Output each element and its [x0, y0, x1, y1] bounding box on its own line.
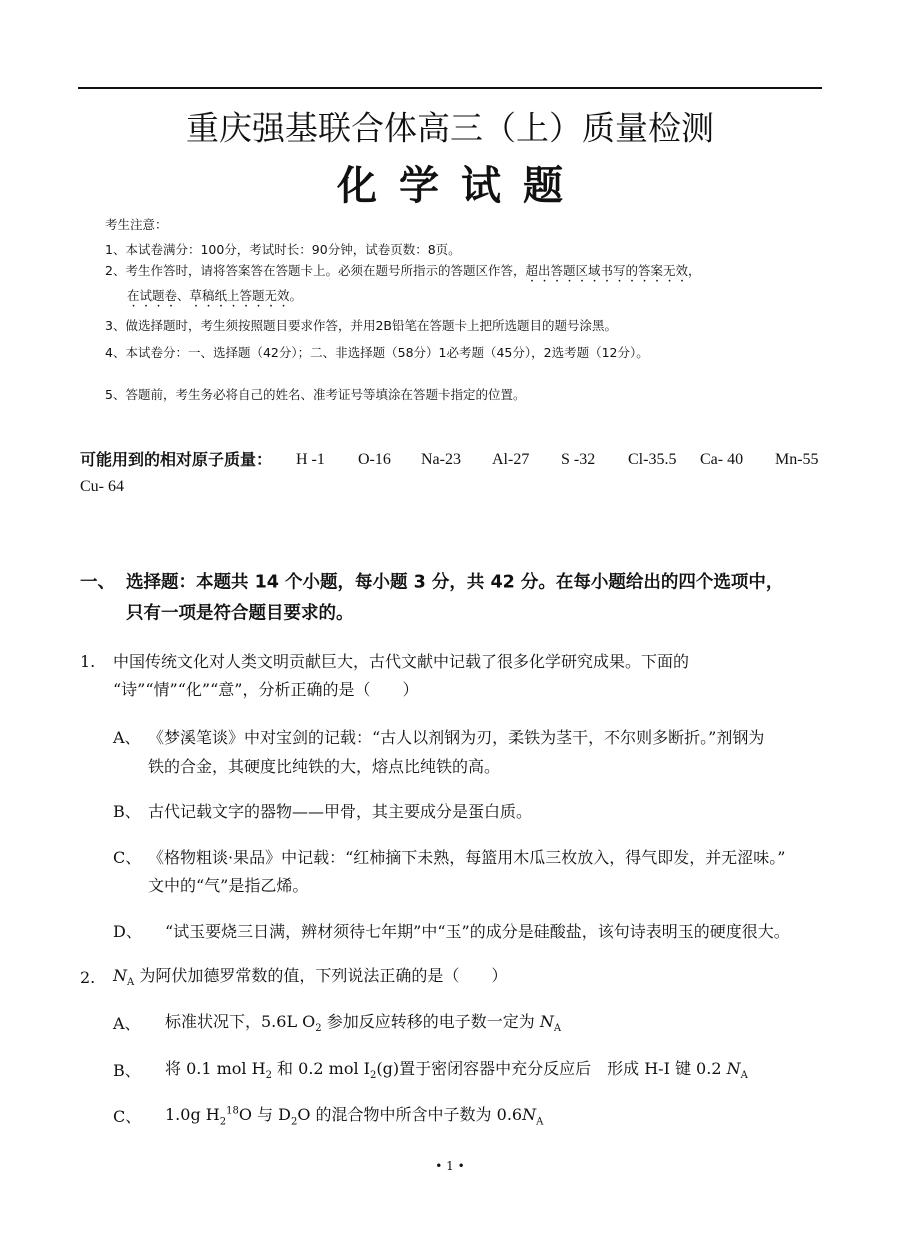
text-segment: A: [536, 1116, 544, 1128]
option-text: [148, 878, 308, 894]
text-segment: O 的混合物中所含中子数为 0.6: [297, 1105, 523, 1125]
section-heading: 选择题：本题共 14 个小题，每小题 3 分，共 42 分。在每小题给出的四个选项中，: [126, 572, 784, 593]
text-segment: 标准状况下，5.6L O: [165, 1011, 316, 1031]
option-text: [165, 1107, 543, 1128]
text-segment: O 与 D: [238, 1105, 291, 1125]
text-segment: 《格物粗谈·果品》中记载：“红柿摘下未熟，每篮用木瓜三枚放入，得气即发，并无涩味。”: [148, 848, 786, 867]
page-number: • 1 •: [435, 1159, 465, 1173]
question-number: 2.: [80, 968, 96, 987]
text-segment: “试玉要烧三日满，辨材须待七年期”中“玉”的成分是硅酸盐，该句诗表明玉的硬度很大。: [165, 922, 790, 941]
question-text: [113, 965, 508, 989]
text-segment: A: [127, 977, 135, 989]
atomic-mass: Na-23: [421, 451, 461, 468]
text-segment: 2: [315, 1023, 322, 1035]
question-text: [113, 654, 689, 670]
option-label: A、: [113, 1014, 141, 1033]
atomic-mass: Al-27: [492, 451, 530, 468]
section-number: 一、: [80, 572, 115, 593]
atomic-mass: Ca- 40: [700, 451, 744, 468]
text-segment: 18: [226, 1105, 239, 1117]
notice-item: 4、本试卷分：一、选择题（42分）；二、非选择题（58分）1必考题（45分），2选考题（12分）。: [105, 344, 649, 360]
text-segment: 2: [265, 1070, 272, 1082]
option-label: C、: [113, 1107, 142, 1126]
notice-heading: 考生注意：: [105, 216, 168, 232]
text-segment: 参加反应转移的电子数一定为: [321, 1011, 540, 1031]
notice-item: 1、本试卷满分：100分，考试时长：90分钟，试卷页数：8页。: [105, 241, 461, 257]
text-segment: 和 0.2 mol I: [271, 1058, 371, 1078]
option-label: B、: [113, 1061, 141, 1080]
option-text: [165, 924, 790, 940]
text-segment: 《梦溪笔谈》中对宝剑的记载：“古人以剂钢为刃，柔铁为茎干，不尔则多断折。”剂钢为: [148, 728, 765, 747]
text-segment: N: [113, 965, 127, 985]
text-segment: 文中的“气”是指乙烯。: [148, 876, 309, 895]
text-segment: 将 0.1 mol H: [165, 1058, 266, 1078]
notice-item: 3、做选择题时，考生须按照题目要求作答，并用2B铅笔在答题卡上把所选题目的题号涂黑。: [105, 317, 617, 333]
exam-title: 重庆强基联合体高三（上）质量检测: [186, 108, 714, 148]
option-label: A、: [113, 728, 141, 747]
text-segment: N: [539, 1011, 554, 1031]
option-text: [165, 1011, 562, 1035]
atomic-mass: O-16: [358, 451, 391, 468]
atomic-mass-label: 可能用到的相对原子质量：: [80, 450, 273, 469]
text-segment: 铁的合金，其硬度比纯铁的大，熔点比纯铁的高。: [148, 757, 501, 776]
text-segment: 古代记载文字的器物——甲骨，其主要成分是蛋白质。: [148, 802, 533, 821]
option-text: [148, 730, 764, 746]
option-text: [148, 804, 532, 820]
option-text: [148, 759, 500, 775]
text-segment: 中国传统文化对人类文明贡献巨大，古代文献中记载了很多化学研究成果。下面的: [113, 652, 690, 671]
notice-item: 5、答题前，考生务必将自己的姓名、准考证号等填涂在答题卡指定的位置。: [105, 386, 526, 402]
text-segment: 2: [219, 1116, 227, 1128]
text-segment: 为阿伏加德罗常数的值，下列说法正确的是（ ）: [134, 965, 508, 985]
text-segment: 2: [370, 1070, 377, 1082]
notice-emphasis: 超出答题区域书写的答案无效，: [525, 263, 701, 278]
question-text: [113, 682, 418, 698]
text-segment: A: [553, 1023, 562, 1035]
text-segment: “诗”“情”“化”“意”，分析正确的是（ ）: [113, 680, 419, 699]
option-label: D、: [113, 922, 142, 941]
top-rule: [78, 87, 822, 89]
atomic-mass: S -32: [561, 451, 596, 468]
option-label: C、: [113, 848, 142, 867]
text-segment: N: [522, 1105, 537, 1125]
text-segment: A: [740, 1070, 748, 1082]
option-label: B、: [113, 802, 141, 821]
atomic-mass: H -1: [296, 451, 325, 468]
text-segment: 2: [290, 1116, 298, 1128]
atomic-mass: Cl-35.5: [628, 451, 677, 468]
atomic-mass: Mn-55: [775, 451, 819, 468]
text-segment: 1.0g H: [165, 1105, 220, 1125]
notice-item: [105, 263, 700, 285]
atomic-mass: Cu- 64: [80, 478, 124, 495]
text-segment: (g)置于密闭容器中充分反应后 形成 H-I 键 0.2: [376, 1058, 727, 1078]
text-segment: N: [726, 1058, 741, 1078]
subject-title: 化学试题: [337, 162, 585, 209]
notice-item-cont: 在试题卷、草稿纸上答题无效。: [127, 288, 303, 303]
question-number: 1.: [80, 652, 96, 671]
section-heading-cont: 只有一项是符合题目要求的。: [126, 603, 354, 624]
option-text: [148, 850, 785, 866]
notice-item-text: 2、考生作答时，请将答案答在答题卡上。必须在题号所指示的答题区作答，: [105, 263, 526, 278]
option-text: [165, 1058, 748, 1082]
